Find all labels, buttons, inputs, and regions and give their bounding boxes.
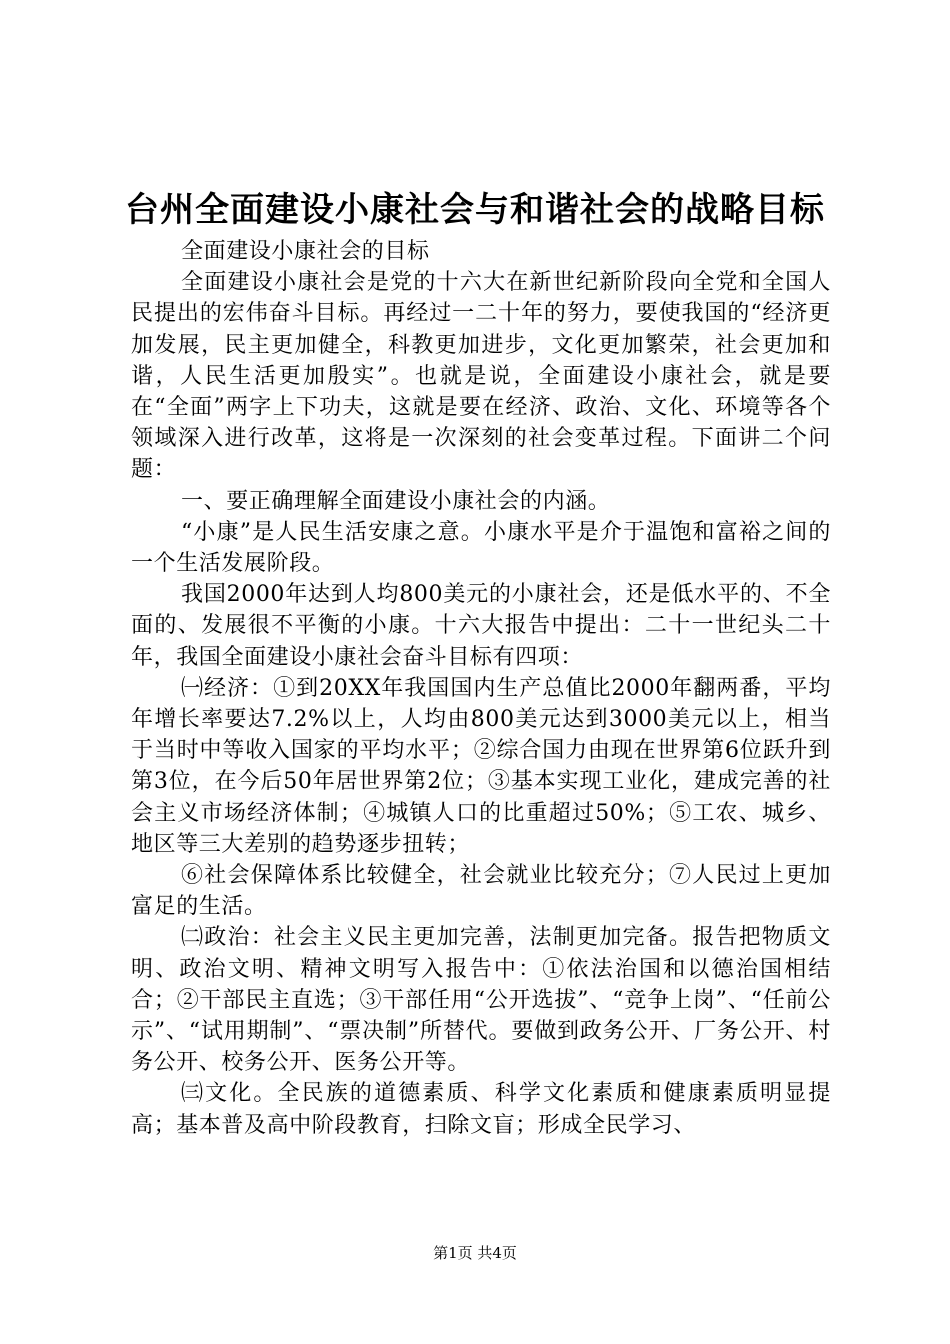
paragraph-culture: ㈢文化。全民族的道德素质、科学文化素质和健康素质明显提高；基本普及高中阶段教育，扫除文盲；形成全民学习、 bbox=[131, 1081, 831, 1138]
paragraph-social-security: ⑥社会保障体系比较健全，社会就业比较充分；⑦人民过上更加富足的生活。 bbox=[131, 863, 831, 920]
paragraph-intro: 全面建设小康社会是党的十六大在新世纪新阶段向全党和全国人民提出的宏伟奋斗目标。再经过一二十年的努力，要使我国的“经济更加发展，民主更加健全，科教更加进步，文化更加繁荣，社会更加和谐，人民生活更加殷实”。也就是说，全面建设小康社会，就是要在“全面”两字上下功夫，这就是要在经济、政治、文化、环境等各个领域深入进行改革，这将是一次深刻的社会变革过程。下面讲二个问题： bbox=[131, 270, 831, 483]
page-footer: 第1页 共4页 bbox=[433, 1244, 517, 1262]
paragraph-politics: ㈡政治：社会主义民主更加完善，法制更加完备。报告把物质文明、政治文明、精神文明写入报告中：①依法治国和以德治国相结合；②干部民主直选；③干部任用“公开选拔”、“竞争上岗”、“任前公示”、“试用期制”、“票决制”所替代。要做到政务公开、厂务公开、村务公开、校务公开、医务公开等。 bbox=[131, 925, 831, 1076]
document-body bbox=[131, 236, 831, 1141]
paragraph-section-one-heading: 一、要正确理解全面建设小康社会的内涵。 bbox=[181, 488, 611, 514]
paragraph-2000-status: 我国2000年达到人均800美元的小康社会，还是低水平的、不全面的、发展很不平衡的小康。十六大报告中提出：二十一世纪头二十年，我国全面建设小康社会奋斗目标有四项： bbox=[131, 582, 831, 670]
paragraph-economy: ㈠经济：①到20XX年我国国内生产总值比2000年翻两番，平均年增长率要达7.2%以上，人均由800美元达到3000美元以上，相当于当时中等收入国家的平均水平；②综合国力由现在世界第6位跃升到第3位，在今后50年居世界第2位；③基本实现工业化，建成完善的社会主义市场经济体制；④城镇人口的比重超过50%；⑤工农、城乡、地区等三大差别的趋势逐步扭转； bbox=[131, 675, 831, 857]
document-title: 台州全面建设小康社会与和谐社会的战略目标 bbox=[125, 190, 825, 230]
paragraph-xiaokang-meaning: “小康”是人民生活安康之意。小康水平是介于温饱和富裕之间的一个生活发展阶段。 bbox=[131, 519, 831, 577]
paragraph-goal-heading: 全面建设小康社会的目标 bbox=[181, 239, 430, 264]
